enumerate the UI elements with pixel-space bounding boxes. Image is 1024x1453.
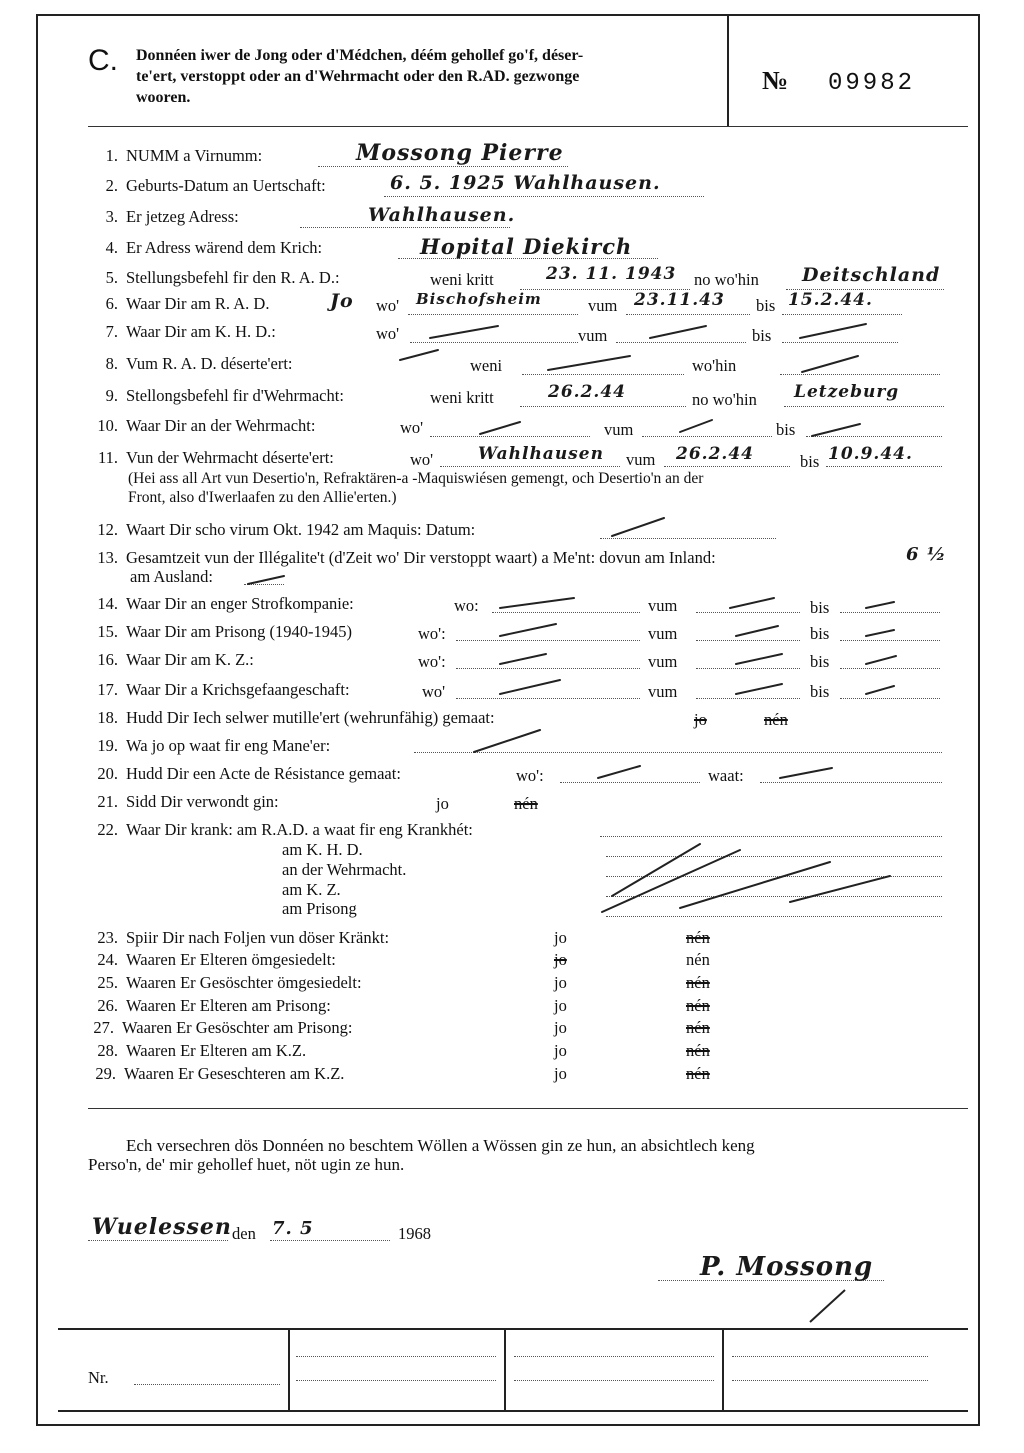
question-9: 9. Stellongsbefehl fir d'Wehrmacht: [105,386,344,405]
question-21: 21. Sidd Dir verwondt gin: [97,792,279,811]
declaration-line-2: Perso'n, de' mir gehollef huet, nöt ugin ze hun. [88,1155,405,1174]
intro-line-2: te'ert, verstoppt oder an d'Wehrmacht oder den R.AD. gezwonge [136,68,580,85]
form-number: 09982 [828,70,916,97]
question-29: 29. Waaren Er Geseschteren am K.Z. [95,1064,345,1083]
question-1: 1. NUMM a Virnumm: [105,146,263,165]
question-17: 17. Waar Dir a Krichsgefaangeschaft: [97,680,350,699]
intro-line-3: wooren. [136,89,191,106]
question-3: 3. Er jetzeg Adress: [105,207,239,226]
question-14: 14. Waar Dir an enger Strofkompanie: [97,594,354,613]
number-symbol: № [762,66,789,95]
declaration-line-1: Ech versechren dös Donnéen no beschtem Wöllen a Wössen gin ze hun, an absichtlech keng [126,1136,755,1155]
question-5: 5. Stellungsbefehl fir den R. A. D.: [105,268,340,287]
header-divider [727,16,729,126]
answer-address: Wahlhausen. [368,204,516,226]
question-23: 23. Spiir Dir nach Foljen vun döser Kränkt: [97,928,390,947]
question-11: 11. Vun der Wehrmacht déserte'ert: [97,448,334,467]
question-19: 19. Wa jo op waat fir eng Mane'er: [97,736,331,755]
question-26: 26. Waaren Er Elteren am Prisong: [97,996,331,1015]
section-letter: C. [88,44,118,77]
signature: P. Mossong [700,1252,874,1282]
question-11-note-2: Front, also d'Iwerlaafen zu den Allie'erten.) [128,489,397,506]
intro-line-1: Donnéen iwer de Jong oder d'Médchen, déém gehollef go'f, déser- [136,47,584,64]
question-22: 22. Waar Dir krank: am R.A.D. a waat fir eng Krankhét: [97,820,473,839]
signature-date: 7. 5 [272,1218,314,1239]
question-2: 2. Geburts-Datum an Uertschaft: [105,176,326,195]
nr-label: Nr. [88,1368,109,1387]
question-15: 15. Waar Dir am Prisong (1940-1945) [97,622,352,641]
signature-year: 1968 [398,1224,431,1243]
answer-name: Mossong Pierre [356,140,564,166]
answer-birth: 6. 5. 1925 Wahlhausen. [390,172,661,194]
section-rule [88,1108,968,1109]
question-13: 13. Gesamtzeit vun der Illégalite't (d'Zeit wo' Dir verstoppt waart) a Me'nt: dovun am Inland: [97,548,716,567]
question-13-abroad: am Ausland: [130,567,213,586]
question-11-note-1: (Hei ass all Art vun Desertio'n, Refraktären-a -Maquiswiésen gemengt, och Desertio'n an der [128,470,704,487]
question-4: 4. Er Adress wärend dem Krich: [105,238,323,257]
header-rule [88,126,968,127]
question-28: 28. Waaren Er Elteren am K.Z. [97,1041,307,1060]
question-20: 20. Hudd Dir een Acte de Résistance gemaat: [97,764,401,783]
question-24: 24. Waaren Er Elteren ömgesiedelt: [97,950,336,969]
question-18: 18. Hudd Dir Iech selwer mutille'ert (wehrunfähig) gemaat: [97,708,495,727]
question-25: 25. Waaren Er Gesöschter ömgesiedelt: [97,973,362,992]
question-10: 10. Waar Dir an der Wehrmacht: [97,416,316,435]
question-8: 8. Vum R. A. D. déserte'ert: [105,354,293,373]
question-12: 12. Waart Dir scho virum Okt. 1942 am Maquis: Datum: [97,520,476,539]
question-6: 6. Waar Dir am R. A. D. [105,294,270,313]
question-7: 7. Waar Dir am K. H. D.: [105,322,276,341]
question-27: 27. Waaren Er Gesöschter am Prisong: [93,1018,353,1037]
den-label: den [232,1224,256,1243]
answer-war-address: Hopital Diekirch [420,234,633,259]
signature-place: Wuelessen [92,1214,232,1240]
footer-table [58,1328,968,1412]
question-16: 16. Waar Dir am K. Z.: [97,650,254,669]
